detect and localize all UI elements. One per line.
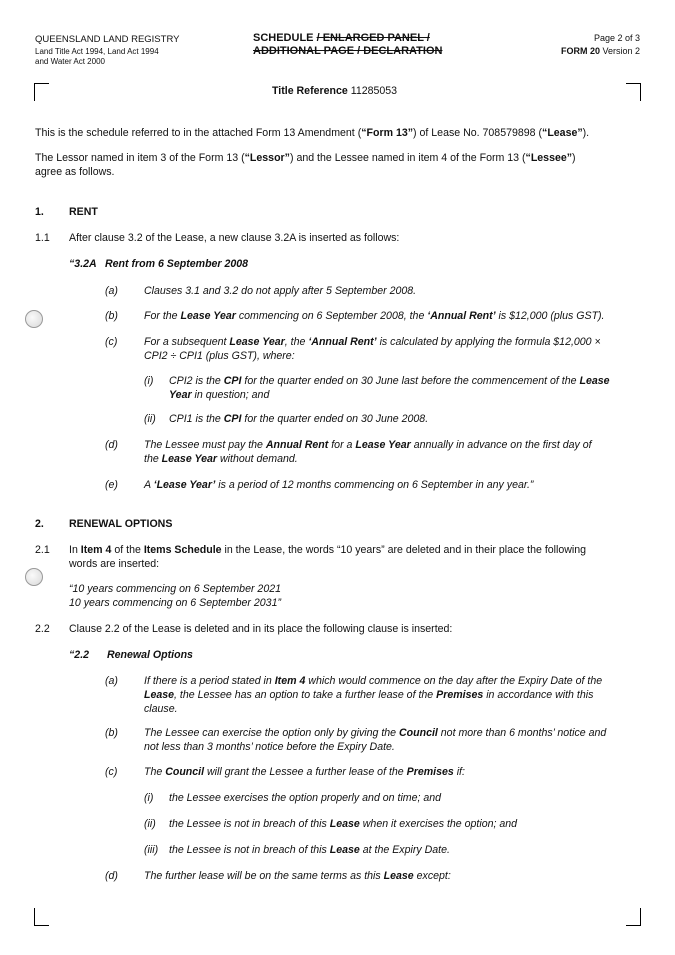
item-e-text: A ‘Lease Year’ is a period of 12 months commencing on 6 September in any year.” — [144, 479, 534, 491]
renewal-clause-title: Renewal Options — [107, 649, 193, 661]
intro-paragraph-2: The Lessor named in item 3 of the Form 13 (“Lessor”) and the Lessee named in item 4 of the Form 13 (“Lessee”) agree as follows. — [35, 152, 576, 178]
corner-mark-bottom-right — [626, 908, 641, 926]
schedule-word: SCHEDULE — [253, 32, 314, 44]
form-number: FORM 20 — [560, 46, 600, 56]
clause-3-2a-number: “3.2A — [69, 258, 97, 270]
item-a-text: Clauses 3.1 and 3.2 do not apply after 5 September 2008. — [144, 285, 417, 297]
renewal-d-text: The further lease will be on the same terms as this Lease except: — [144, 870, 451, 882]
item-c-i-text: CPI2 is the CPI for the quarter ended on 30 June last before the commencement of the Lease Year in question; and — [169, 375, 610, 401]
schedule-heading — [253, 32, 442, 58]
acts-line-1: Land Title Act 1994, Land Act 1994 — [35, 47, 159, 56]
renewal-c-ii-label: (ii) — [144, 818, 156, 830]
schedule-struck-1: / ENLARGED PANEL / — [316, 32, 430, 44]
page-number: Page 2 of 3 — [593, 33, 640, 43]
corner-mark-top-right — [626, 83, 641, 101]
inserted-words: “10 years commencing on 6 September 2021 10 years commencing on 6 September 2031” — [69, 583, 281, 609]
item-c-ii-label: (ii) — [144, 413, 156, 425]
title-reference-label: Title Reference — [272, 85, 348, 97]
schedule-struck-2: ADDITIONAL PAGE / DECLARATION — [253, 45, 443, 57]
renewal-d-label: (d) — [105, 870, 118, 882]
item-d-text: The Lessee must pay the Annual Rent for a Lease Year annually in advance on the first day of the Lease Year without demand. — [144, 439, 592, 465]
clause-2-2-number: 2.2 — [35, 623, 50, 635]
renewal-c-text: The Council will grant the Lessee a further lease of the Premises if: — [144, 766, 465, 778]
acts-line-2: and Water Act 2000 — [35, 57, 105, 66]
item-c-ii-text: CPI1 is the CPI for the quarter ended on 30 June 2008. — [169, 413, 429, 425]
section-1-number: 1. — [35, 206, 44, 218]
clause-3-2a-title: Rent from 6 September 2008 — [105, 258, 249, 270]
registry-name: QUEENSLAND LAND REGISTRY — [35, 34, 180, 45]
intro-paragraph-1: This is the schedule referred to in the attached Form 13 Amendment (“Form 13”) of Lease No. 708579898 (“Lease”). — [35, 127, 590, 139]
item-b-text: For the Lease Year commencing on 6 September 2008, the ‘Annual Rent’ is $12,000 (plus GST). — [144, 310, 605, 322]
corner-mark-bottom-left — [34, 908, 49, 926]
punch-hole-bottom — [25, 568, 43, 586]
renewal-b-text: The Lessee can exercise the option only by giving the Council not more than 6 months’ notice and not less than 3 months’ notice before the Expiry Date. — [144, 727, 607, 753]
corner-mark-top-left — [34, 83, 49, 101]
clause-2-2-text: Clause 2.2 of the Lease is deleted and in its place the following clause is inserted: — [69, 623, 453, 635]
clause-2-1-text: In Item 4 of the Items Schedule in the Lease, the words “10 years” are deleted and in their place the following words are inserted: — [69, 544, 587, 570]
item-a-label: (a) — [105, 285, 118, 297]
item-d-label: (d) — [105, 439, 118, 451]
title-reference — [272, 84, 397, 98]
renewal-c-iii-label: (iii) — [144, 844, 159, 856]
section-2-number: 2. — [35, 518, 44, 530]
clause-1-1-text: After clause 3.2 of the Lease, a new clause 3.2A is inserted as follows: — [69, 232, 400, 244]
renewal-c-iii-text: the Lessee is not in breach of this Lease at the Expiry Date. — [169, 844, 450, 856]
section-1-title: RENT — [69, 206, 98, 218]
item-b-label: (b) — [105, 310, 118, 322]
clause-2-1-number: 2.1 — [35, 544, 50, 556]
form-version-text: Version 2 — [599, 46, 640, 56]
item-c-i-label: (i) — [144, 375, 154, 387]
renewal-c-label: (c) — [105, 766, 118, 778]
clause-1-1-number: 1.1 — [35, 232, 50, 244]
title-reference-value: 11285053 — [350, 85, 398, 97]
renewal-c-i-label: (i) — [144, 792, 154, 804]
renewal-c-ii-text: the Lessee is not in breach of this Lease when it exercises the option; and — [169, 818, 518, 830]
renewal-b-label: (b) — [105, 727, 118, 739]
form-version — [561, 46, 640, 56]
section-2-title: RENEWAL OPTIONS — [69, 518, 173, 530]
punch-hole-top — [25, 310, 43, 328]
item-c-label: (c) — [105, 336, 118, 348]
renewal-a-label: (a) — [105, 675, 118, 687]
item-e-label: (e) — [105, 479, 118, 491]
item-c-text: For a subsequent Lease Year, the ‘Annual Rent’ is calculated by applying the formula $12,000 × CPI2 ÷ CPI1 (plus GST), where: — [144, 336, 601, 362]
renewal-a-text: If there is a period stated in Item 4 which would commence on the day after the Expiry Date of the Lease, the Lessee has an option to take a further lease of the Premises in accordance with this clause. — [144, 675, 603, 715]
renewal-c-i-text: the Lessee exercises the option properly and on time; and — [169, 792, 442, 804]
renewal-clause-number: “2.2 — [69, 649, 90, 661]
